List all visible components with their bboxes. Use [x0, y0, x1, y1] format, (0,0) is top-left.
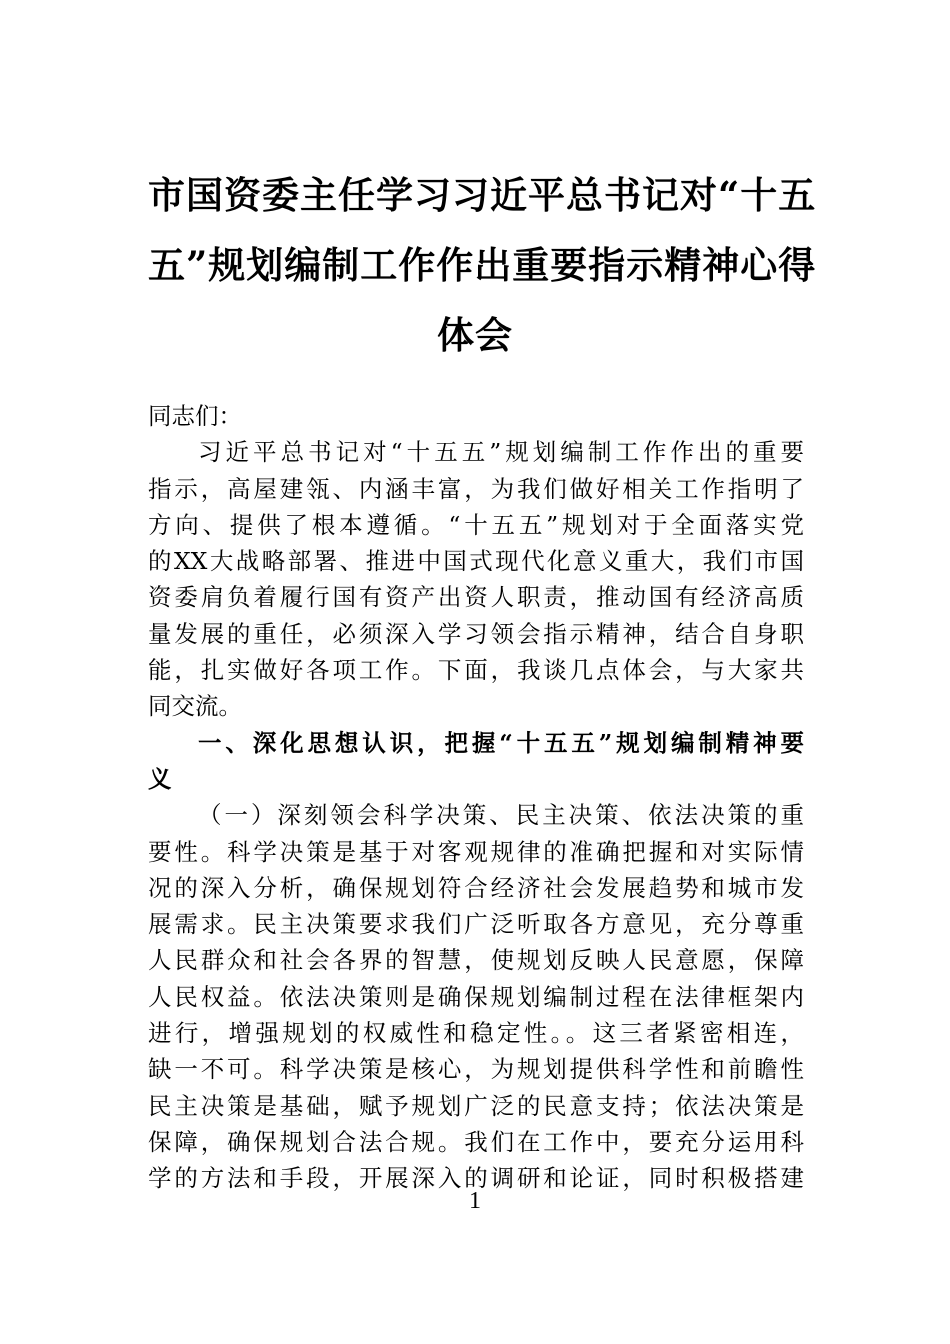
paragraph-line: 资委肩负着履行国有资产出资人职责，推动国有经济高质 — [148, 583, 804, 612]
paragraph-line: 展需求。民主决策要求我们广泛听取各方意见，充分尊重 — [148, 910, 804, 939]
paragraph-line: 同交流。 — [148, 692, 242, 721]
paragraph-line: 要性。科学决策是基于对客观规律的准确把握和对实际情 — [148, 837, 804, 866]
paragraph-line: 学的方法和手段，开展深入的调研和论证，同时积极搭建 — [148, 1164, 804, 1193]
paragraph-line: 人民权益。依法决策则是确保规划编制过程在法律框架内 — [148, 982, 804, 1011]
salutation: 同志们： — [148, 402, 242, 430]
document-body — [148, 398, 804, 1197]
title-line: 体会 — [437, 313, 513, 357]
paragraph-line: 民主决策是基础，赋予规划广泛的民意支持；依法决策是 — [148, 1091, 804, 1120]
paragraph-line: 能，扎实做好各项工作。下面，我谈几点体会，与大家共 — [148, 656, 804, 685]
heading-line: 义 — [148, 764, 172, 793]
page-number: 1 — [469, 1188, 481, 1214]
paragraph-line: 的XX大战略部署、推进中国式现代化意义重大，我们市国 — [148, 547, 804, 576]
paragraph-line: 保障，确保规划合法合规。我们在工作中，要充分运用科 — [148, 1127, 804, 1156]
paragraph-line: （一）深刻领会科学决策、民主决策、依法决策的重 — [198, 801, 804, 830]
paragraph-line: 缺一不可。科学决策是核心，为规划提供科学性和前瞻性 — [148, 1055, 804, 1084]
document-title — [148, 160, 817, 370]
title-line: 五”规划编制工作作出重要指示精神心得 — [148, 243, 817, 287]
paragraph-line: 量发展的重任，必须深入学习领会指示精神，结合自身职 — [148, 619, 804, 648]
subsection-paragraph — [148, 797, 804, 1196]
paragraph-line: 方向、提供了根本遵循。“十五五”规划对于全面落实党 — [148, 510, 804, 539]
paragraph-line: 人民群众和社会各界的智慧，使规划反映人民意愿，保障 — [148, 946, 804, 975]
paragraph-line: 指示，高屋建瓴、内涵丰富，为我们做好相关工作指明了 — [148, 474, 804, 503]
paragraph-line: 况的深入分析，确保规划符合经济社会发展趋势和城市发 — [148, 873, 804, 902]
title-line: 市国资委主任学习习近平总书记对“十五 — [148, 173, 817, 217]
paragraph-line: 习近平总书记对“十五五”规划编制工作作出的重要 — [198, 438, 804, 467]
intro-paragraph — [148, 434, 804, 724]
section-heading — [148, 725, 804, 798]
heading-line: 一、深化思想认识，把握“十五五”规划编制精神要 — [198, 728, 804, 757]
paragraph-line: 进行，增强规划的权威性和稳定性。。这三者紧密相连， — [148, 1019, 804, 1048]
